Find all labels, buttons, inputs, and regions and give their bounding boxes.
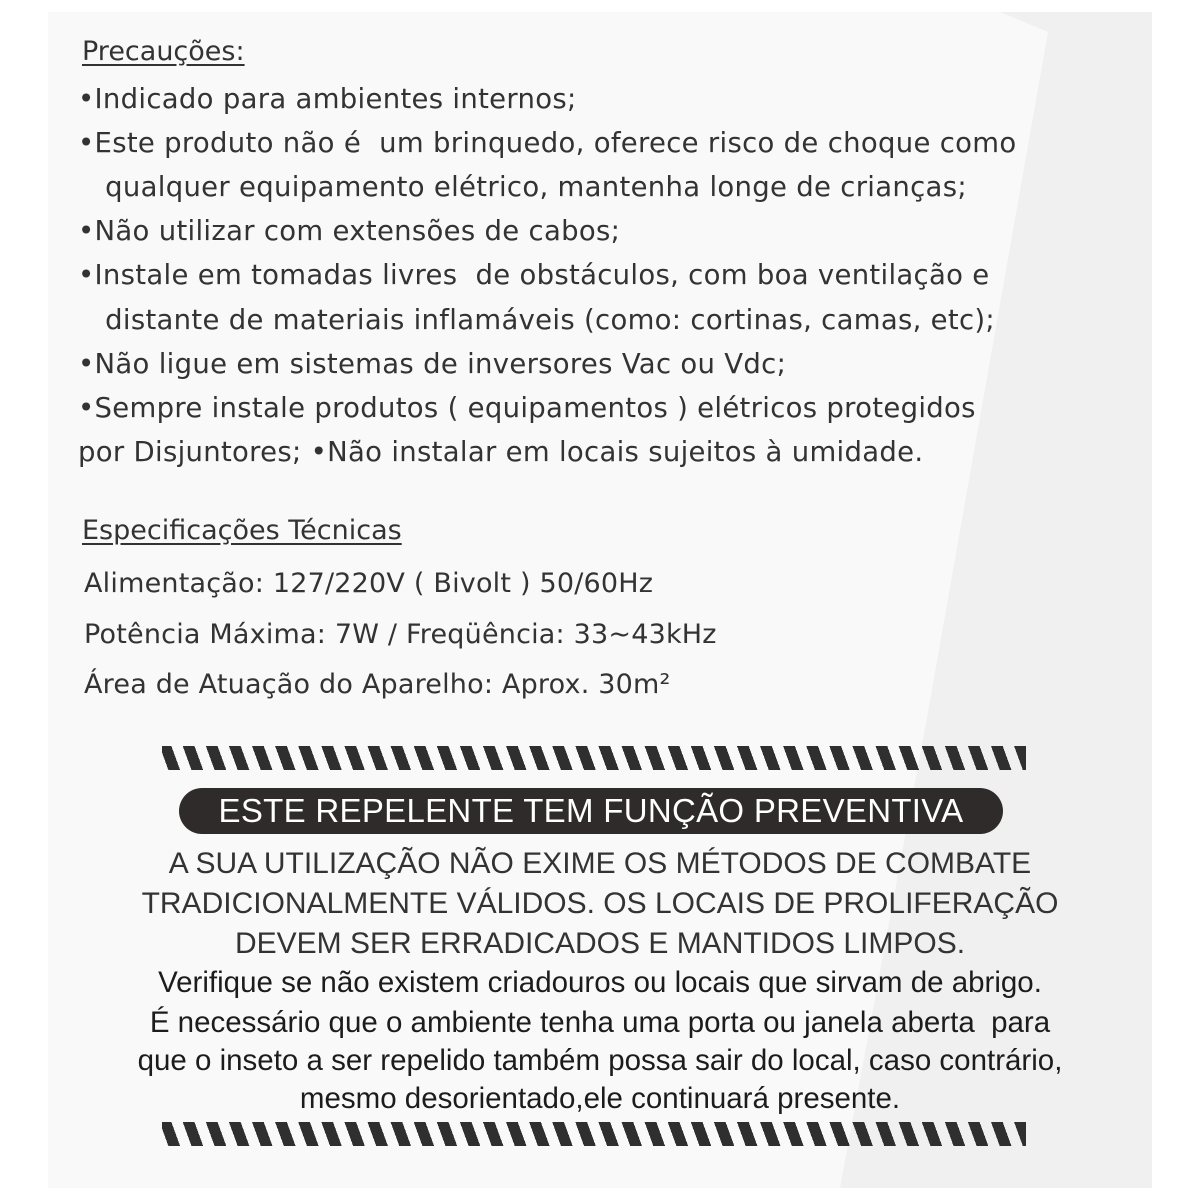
precaution-line: •Sempre instale produtos ( equipamentos ) elétricos protegidos [78, 392, 976, 424]
notice-banner [179, 788, 1003, 834]
notice-body-line: mesmo desorientado,ele continuará presente. [299, 1082, 901, 1115]
precaution-line: •Este produto não é um brinquedo, oferece risco de choque como [78, 127, 1017, 159]
notice-body-line: Verifique se não existem criadouros ou locais que sirvam de abrigo. [158, 966, 1042, 999]
notice-caps-line: DEVEM SER ERRADICADOS E MANTIDOS LIMPOS. [234, 927, 966, 960]
notice-caps-line: TRADICIONALMENTE VÁLIDOS. OS LOCAIS DE PROLIFERAÇÃO [141, 887, 1059, 920]
precaution-line: •Não ligue em sistemas de inversores Vac ou Vdc; [78, 348, 787, 380]
precaution-line: qualquer equipamento elétrico, mantenha longe de crianças; [78, 171, 967, 203]
notice-body-line: que o inseto a ser repelido também possa sair do local, caso contrário, [137, 1044, 1063, 1077]
specs-heading: Especificações Técnicas [82, 515, 402, 546]
precaution-line: distante de materiais inflamáveis (como: cortinas, camas, etc); [78, 304, 996, 336]
striped-divider-top [162, 746, 1026, 770]
notice-body-line: É necessário que o ambiente tenha uma porta ou janela aberta para [149, 1006, 1051, 1039]
spec-line: Área de Atuação do Aparelho: Aprox. 30m² [84, 669, 671, 700]
precaution-line: •Instale em tomadas livres de obstáculos, com boa ventilação e [78, 259, 990, 291]
striped-divider-bottom [162, 1122, 1026, 1146]
spec-line: Potência Máxima: 7W / Freqüência: 33~43kHz [84, 619, 717, 650]
notice-banner-text: ESTE REPELENTE TEM FUNÇÃO PREVENTIVA [218, 792, 964, 829]
notice-caps-line: A SUA UTILIZAÇÃO NÃO EXIME OS MÉTODOS DE COMBATE [168, 847, 1032, 880]
precautions-heading: Precauções: [82, 36, 245, 67]
precaution-line: por Disjuntores; •Não instalar em locais sujeitos à umidade. [78, 436, 924, 468]
spec-line: Alimentação: 127/220V ( Bivolt ) 50/60Hz [84, 568, 654, 599]
precaution-line: •Indicado para ambientes internos; [78, 83, 577, 115]
precaution-line: •Não utilizar com extensões de cabos; [78, 215, 621, 247]
